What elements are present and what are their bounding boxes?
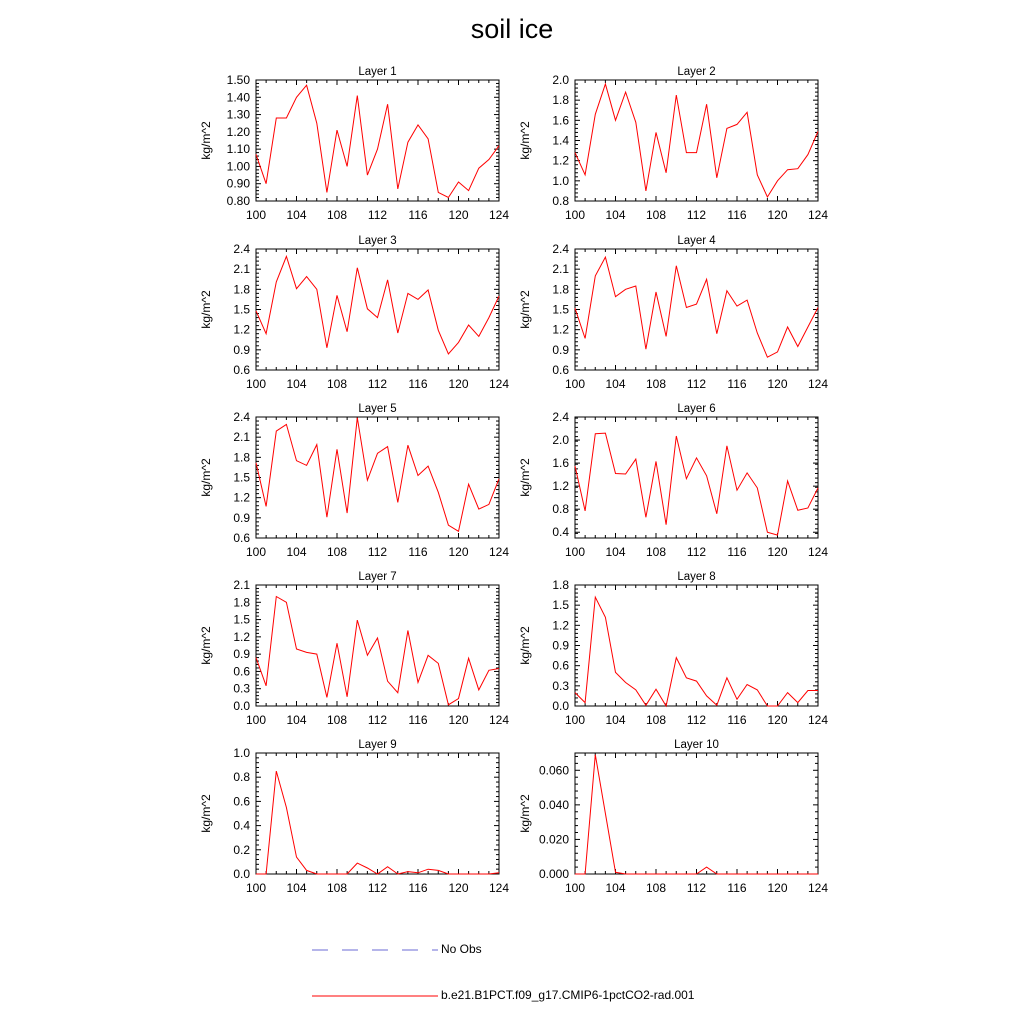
- x-tick-label: 108: [645, 545, 667, 559]
- x-tick-label: 112: [367, 377, 388, 391]
- x-tick-label: 124: [807, 377, 829, 391]
- x-tick-label: 112: [686, 713, 707, 727]
- page-title: soil ice: [470, 14, 554, 44]
- y-tick-label: 1.30: [226, 107, 250, 122]
- panel-layer-2: [518, 66, 828, 222]
- x-tick-label: 100: [245, 208, 267, 222]
- y-tick-label: 1.8: [233, 282, 250, 297]
- x-tick-label: 116: [408, 713, 428, 727]
- x-tick-label: 108: [326, 881, 348, 895]
- series-line: [575, 257, 818, 357]
- y-tick-label: 1.50: [226, 73, 250, 87]
- panel-title: Layer 9: [358, 739, 397, 751]
- x-tick-label: 108: [645, 208, 667, 222]
- y-tick-label: 1.4: [552, 133, 569, 148]
- y-tick-label: 1.0: [233, 746, 250, 760]
- y-tick-label: 2.1: [233, 262, 250, 277]
- y-tick-label: 2.4: [552, 242, 569, 256]
- y-tick-label: 1.5: [552, 302, 569, 317]
- plot-frame: [575, 249, 818, 370]
- x-tick-label: 124: [488, 377, 510, 391]
- y-tick-label: 0.6: [233, 531, 250, 545]
- x-tick-label: 124: [807, 713, 829, 727]
- y-tick-label: 0.9: [233, 342, 250, 357]
- y-tick-label: 0.000: [538, 867, 569, 881]
- y-tick-label: 0.0: [552, 699, 569, 713]
- y-tick-label: 1.2: [552, 322, 569, 337]
- panel-title: Layer 5: [358, 403, 397, 415]
- y-axis-label: kg/m^2: [518, 121, 532, 160]
- y-tick-label: 0.6: [552, 363, 569, 377]
- x-tick-label: 108: [645, 713, 667, 727]
- y-tick-label: 2.1: [552, 262, 569, 277]
- y-tick-label: 0.80: [226, 194, 250, 208]
- x-tick-label: 104: [286, 881, 307, 895]
- x-tick-label: 116: [727, 208, 747, 222]
- series-line: [575, 597, 818, 706]
- panel-layer-6: [518, 403, 828, 559]
- x-tick-label: 120: [448, 208, 469, 222]
- y-tick-label: 2.1: [233, 578, 250, 592]
- x-tick-label: 120: [448, 713, 469, 727]
- y-tick-label: 0.040: [538, 797, 569, 812]
- series-line: [575, 84, 818, 197]
- panel-title: Layer 10: [674, 739, 719, 751]
- y-tick-label: 0.6: [552, 658, 569, 673]
- y-tick-label: 0.6: [233, 664, 250, 679]
- y-axis-label: kg/m^2: [518, 290, 532, 329]
- x-tick-label: 120: [767, 377, 788, 391]
- y-tick-label: 2.1: [233, 430, 250, 445]
- x-tick-label: 100: [245, 377, 267, 391]
- panel-title: Layer 4: [677, 235, 716, 247]
- y-tick-label: 0.060: [538, 763, 569, 778]
- x-tick-label: 100: [564, 208, 586, 222]
- y-tick-label: 1.00: [226, 159, 250, 174]
- x-tick-label: 112: [367, 881, 388, 895]
- y-tick-label: 1.5: [233, 302, 250, 317]
- x-tick-label: 108: [326, 377, 348, 391]
- y-tick-label: 0.3: [233, 681, 250, 696]
- x-tick-label: 124: [488, 208, 510, 222]
- y-tick-label: 0.4: [233, 818, 250, 833]
- x-tick-label: 100: [245, 881, 267, 895]
- y-tick-label: 1.20: [226, 124, 250, 139]
- y-tick-label: 1.5: [552, 598, 569, 613]
- x-tick-label: 104: [605, 545, 626, 559]
- y-tick-label: 0.2: [233, 842, 250, 857]
- x-tick-label: 104: [605, 208, 626, 222]
- panel-title: Layer 2: [677, 66, 716, 78]
- y-axis-label: kg/m^2: [199, 794, 213, 833]
- x-tick-label: 120: [767, 881, 788, 895]
- y-tick-label: 0.9: [552, 342, 569, 357]
- x-tick-label: 108: [326, 713, 348, 727]
- x-tick-label: 124: [807, 208, 829, 222]
- panel-title: Layer 3: [358, 235, 397, 247]
- x-tick-label: 100: [245, 545, 267, 559]
- plot-frame: [256, 585, 499, 706]
- y-tick-label: 0.8: [233, 770, 250, 785]
- y-tick-label: 0.8: [552, 194, 569, 208]
- x-tick-label: 104: [605, 713, 626, 727]
- x-tick-label: 108: [645, 881, 667, 895]
- series-line: [575, 433, 818, 535]
- y-tick-label: 2.4: [552, 410, 569, 424]
- y-axis-label: kg/m^2: [199, 458, 213, 497]
- series-line: [256, 418, 499, 532]
- y-tick-label: 1.2: [233, 629, 250, 644]
- x-tick-label: 108: [645, 377, 667, 391]
- x-tick-label: 100: [564, 545, 586, 559]
- y-axis-label: kg/m^2: [518, 794, 532, 833]
- legend-obs-label: No Obs: [441, 942, 482, 956]
- y-tick-label: 0.4: [552, 525, 569, 540]
- y-tick-label: 1.2: [233, 322, 250, 337]
- y-tick-label: 2.4: [233, 242, 250, 256]
- x-tick-label: 116: [408, 881, 428, 895]
- y-tick-label: 2.0: [552, 433, 569, 448]
- panel-layer-8: [518, 571, 828, 727]
- x-tick-label: 124: [807, 545, 829, 559]
- y-tick-label: 0.9: [233, 647, 250, 662]
- panel-title: Layer 8: [677, 571, 716, 583]
- x-tick-label: 116: [408, 545, 428, 559]
- y-tick-label: 0.8: [552, 502, 569, 517]
- x-tick-label: 120: [767, 208, 788, 222]
- x-tick-label: 116: [727, 377, 747, 391]
- x-tick-label: 112: [367, 713, 388, 727]
- x-tick-label: 100: [564, 713, 586, 727]
- series-line: [256, 771, 499, 874]
- y-tick-label: 0.0: [233, 867, 250, 881]
- x-tick-label: 124: [488, 881, 510, 895]
- x-tick-label: 108: [326, 545, 348, 559]
- legend-model-label: b.e21.B1PCT.f09_g17.CMIP6-1pctCO2-rad.001: [441, 988, 695, 1002]
- y-tick-label: 1.8: [552, 93, 569, 108]
- panel-layer-4: [518, 235, 828, 391]
- plot-frame: [575, 417, 818, 538]
- y-tick-label: 1.2: [552, 618, 569, 633]
- y-tick-label: 1.2: [552, 479, 569, 494]
- y-axis-label: kg/m^2: [518, 626, 532, 665]
- plot-frame: [575, 80, 818, 201]
- y-tick-label: 1.2: [552, 153, 569, 168]
- panel-layer-5: [199, 403, 509, 559]
- panel-layer-7: [199, 571, 509, 727]
- y-tick-label: 1.6: [552, 456, 569, 471]
- y-tick-label: 1.5: [233, 612, 250, 627]
- y-tick-label: 0.6: [233, 363, 250, 377]
- x-tick-label: 116: [408, 377, 428, 391]
- x-tick-label: 108: [326, 208, 348, 222]
- panel-layer-3: [199, 235, 509, 391]
- x-tick-label: 120: [448, 545, 469, 559]
- series-line: [256, 597, 499, 705]
- x-tick-label: 104: [605, 377, 626, 391]
- x-tick-label: 104: [286, 545, 307, 559]
- plot-frame: [256, 753, 499, 874]
- x-tick-label: 100: [245, 713, 267, 727]
- series-line: [256, 85, 499, 197]
- y-axis-label: kg/m^2: [199, 121, 213, 160]
- x-tick-label: 116: [727, 881, 747, 895]
- x-tick-label: 112: [686, 377, 707, 391]
- y-tick-label: 0.9: [233, 510, 250, 525]
- x-tick-label: 104: [605, 881, 626, 895]
- plot-frame: [256, 80, 499, 201]
- x-tick-label: 104: [286, 377, 307, 391]
- panel-title: Layer 6: [677, 403, 716, 415]
- panel-layer-10: [518, 739, 828, 895]
- y-axis-label: kg/m^2: [518, 458, 532, 497]
- x-tick-label: 120: [448, 377, 469, 391]
- x-tick-label: 120: [448, 881, 469, 895]
- x-tick-label: 124: [807, 881, 829, 895]
- y-tick-label: 1.8: [233, 450, 250, 465]
- x-tick-label: 124: [488, 713, 510, 727]
- x-tick-label: 116: [727, 713, 747, 727]
- x-tick-label: 112: [686, 881, 707, 895]
- y-tick-label: 1.2: [233, 490, 250, 505]
- x-tick-label: 112: [367, 208, 388, 222]
- x-tick-label: 116: [727, 545, 747, 559]
- x-tick-label: 100: [564, 377, 586, 391]
- plot-frame: [575, 585, 818, 706]
- y-tick-label: 2.4: [233, 410, 250, 424]
- y-tick-label: 1.6: [552, 113, 569, 128]
- y-tick-label: 0.6: [233, 794, 250, 809]
- x-tick-label: 112: [686, 545, 707, 559]
- x-tick-label: 120: [767, 713, 788, 727]
- panel-title: Layer 1: [358, 66, 397, 78]
- x-tick-label: 124: [488, 545, 510, 559]
- y-tick-label: 1.8: [233, 595, 250, 610]
- y-tick-label: 0.020: [538, 832, 569, 847]
- y-tick-label: 1.10: [226, 142, 250, 157]
- y-tick-label: 0.3: [552, 678, 569, 693]
- panel-layer-1: [199, 66, 509, 222]
- series-line: [256, 256, 499, 354]
- y-tick-label: 0.9: [552, 638, 569, 653]
- y-axis-label: kg/m^2: [199, 290, 213, 329]
- series-line: [575, 755, 818, 874]
- y-tick-label: 1.5: [233, 470, 250, 485]
- y-tick-label: 1.0: [552, 173, 569, 188]
- plot-frame: [256, 249, 499, 370]
- x-tick-label: 100: [564, 881, 586, 895]
- x-tick-label: 112: [686, 208, 707, 222]
- plot-frame: [256, 417, 499, 538]
- x-tick-label: 104: [286, 713, 307, 727]
- y-tick-label: 0.90: [226, 176, 250, 191]
- panel-layer-9: [199, 739, 509, 895]
- y-axis-label: kg/m^2: [199, 626, 213, 665]
- panel-title: Layer 7: [358, 571, 397, 583]
- x-tick-label: 104: [286, 208, 307, 222]
- plot-frame: [575, 753, 818, 874]
- y-tick-label: 0.0: [233, 699, 250, 713]
- y-tick-label: 1.40: [226, 90, 250, 105]
- y-tick-label: 2.0: [552, 73, 569, 87]
- y-tick-label: 1.8: [552, 282, 569, 297]
- y-tick-label: 1.8: [552, 578, 569, 592]
- x-tick-label: 120: [767, 545, 788, 559]
- x-tick-label: 116: [408, 208, 428, 222]
- x-tick-label: 112: [367, 545, 388, 559]
